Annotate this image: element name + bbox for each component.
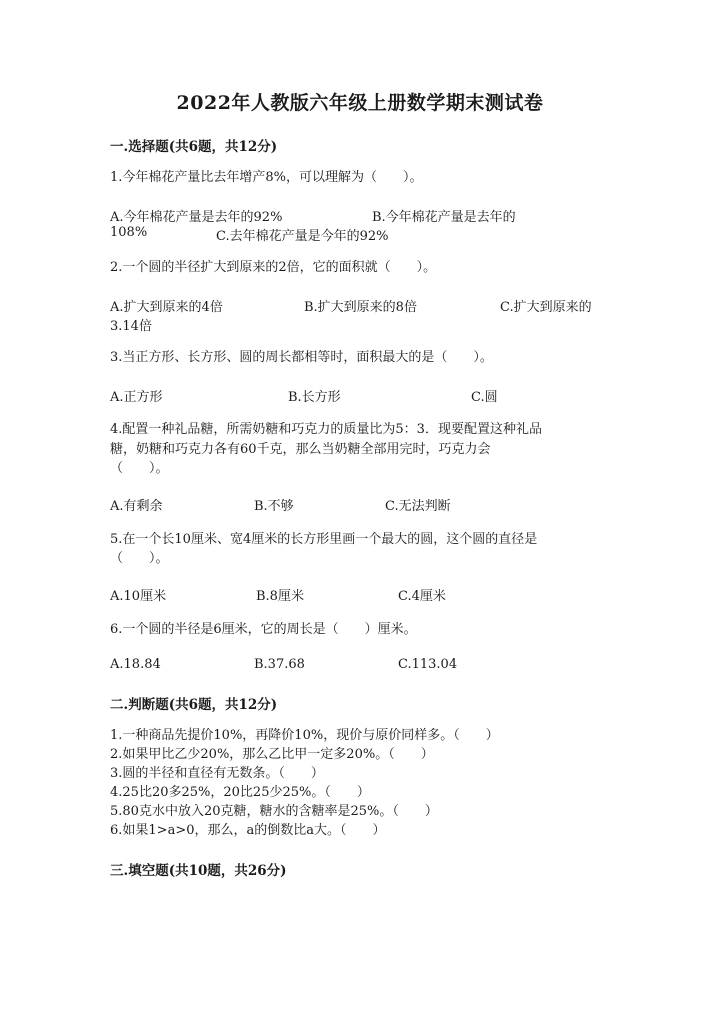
question-2-text: 2.一个圆的半径扩大到原来的2倍，它的面积就（ ）。 xyxy=(110,260,437,275)
q6-option-b: B.37.68 xyxy=(254,657,305,672)
q6-option-c: C.113.04 xyxy=(398,657,458,672)
question-5-line-1: 5.在一个长10厘米、宽4厘米的长方形里画一个最大的圆，这个圆的直径是 xyxy=(110,532,538,547)
q2-option-c-cont: 3.14倍 xyxy=(110,319,152,334)
q1-option-b-cont: 108% xyxy=(110,225,148,240)
q5-option-c: C.4厘米 xyxy=(398,589,446,604)
question-4-line-1: 4.配置一种礼品糖，所需奶糖和巧克力的质量比为5：3．现要配置这种礼品 xyxy=(110,422,542,437)
section-heading-choice: 一.选择题(共6题，共12分) xyxy=(110,139,278,155)
question-4-line-3: （ ）。 xyxy=(110,461,169,476)
q1-option-b: B.今年棉花产量是去年的 xyxy=(372,210,516,225)
q1-option-c: C.去年棉花产量是今年的92% xyxy=(216,229,389,244)
judge-item-2: 2.如果甲比乙少20%，那么乙比甲一定多20%。（ ） xyxy=(110,747,434,762)
q5-option-b: B.8厘米 xyxy=(256,589,304,604)
judge-item-6: 6.如果1>a>0，那么，a的倒数比a大。（ ） xyxy=(110,823,386,838)
question-6-text: 6.一个圆的半径是6厘米，它的周长是（ ）厘米。 xyxy=(110,622,417,637)
judge-item-3: 3.圆的半径和直径有无数条。（ ） xyxy=(110,766,324,781)
q3-option-c: C.圆 xyxy=(471,390,498,405)
q3-option-b: B.长方形 xyxy=(288,390,341,405)
judge-item-4: 4.25比20多25%，20比25少25%。（ ） xyxy=(110,785,370,800)
judge-item-5: 5.80克水中放入20克糖，糖水的含糖率是25%。（ ） xyxy=(110,804,438,819)
page-title: 2022年人教版六年级上册数学期末测试卷 xyxy=(176,92,544,114)
question-3-text: 3.当正方形、长方形、圆的周长都相等时，面积最大的是（ ）。 xyxy=(110,350,493,365)
q5-option-a: A.10厘米 xyxy=(110,589,167,604)
q4-option-a: A.有剩余 xyxy=(110,499,163,514)
question-1-text: 1.今年棉花产量比去年增产8%，可以理解为（ ）。 xyxy=(110,170,423,185)
section-heading-judge: 二.判断题(共6题，共12分) xyxy=(110,697,278,713)
q6-option-a: A.18.84 xyxy=(110,657,161,672)
q2-option-b: B.扩大到原来的8倍 xyxy=(304,300,417,315)
question-4-line-2: 糖，奶糖和巧克力各有60千克，那么当奶糖全部用完时，巧克力会 xyxy=(110,442,491,457)
q4-option-c: C.无法判断 xyxy=(385,499,451,514)
section-heading-fill: 三.填空题(共10题，共26分) xyxy=(110,863,287,879)
q4-option-b: B.不够 xyxy=(254,499,294,514)
q1-option-a: A.今年棉花产量是去年的92% xyxy=(110,210,283,225)
q2-option-a: A.扩大到原来的4倍 xyxy=(110,300,223,315)
judge-item-1: 1.一种商品先提价10%，再降价10%，现价与原价同样多。（ ） xyxy=(110,728,499,743)
q2-option-c: C.扩大到原来的 xyxy=(500,300,592,315)
question-5-line-2: （ ）。 xyxy=(110,551,169,566)
q3-option-a: A.正方形 xyxy=(110,390,163,405)
